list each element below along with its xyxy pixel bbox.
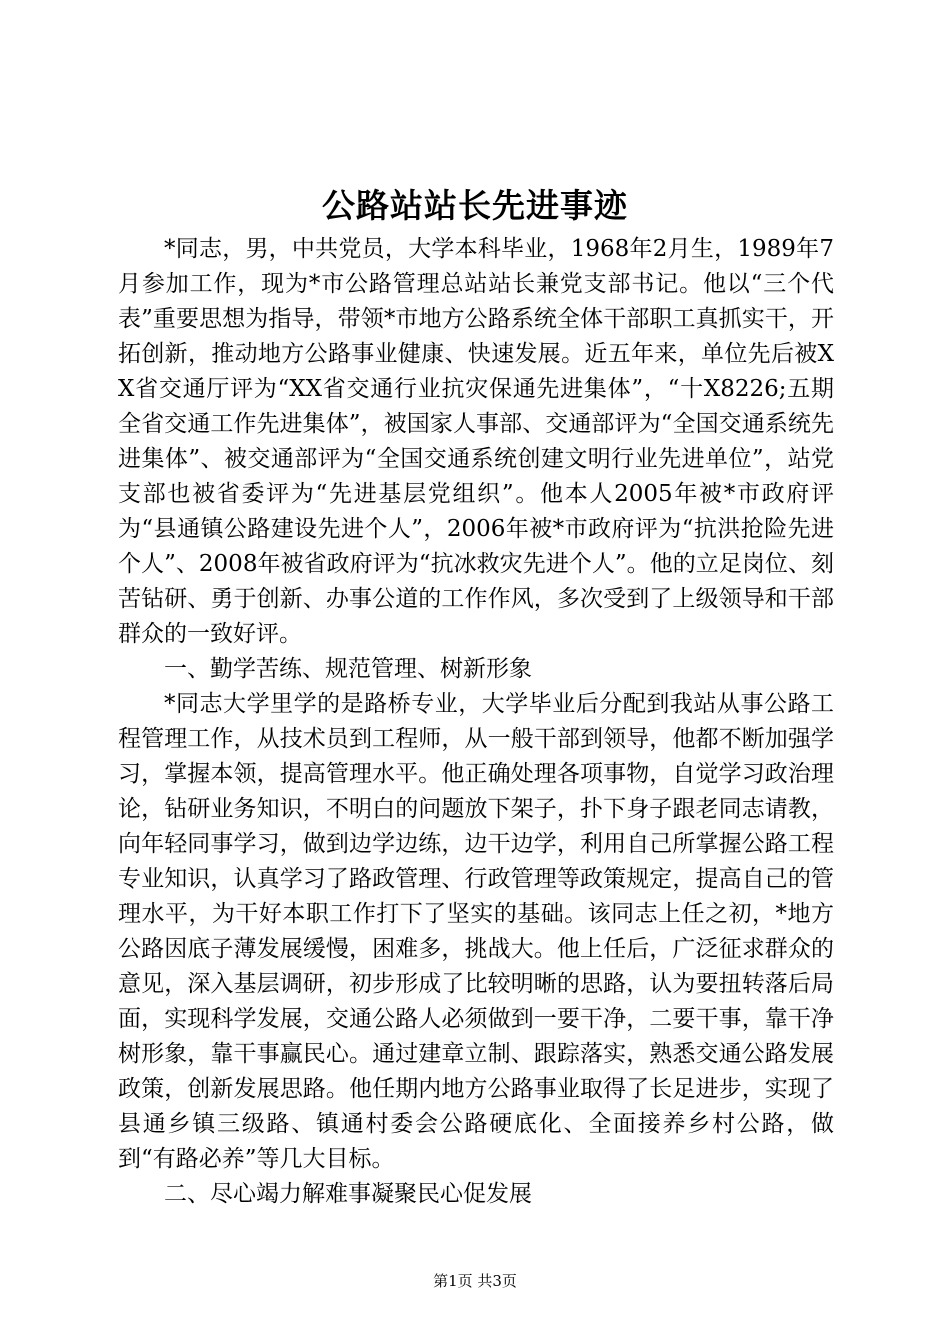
page-footer: 第1页 共3页 xyxy=(433,1272,517,1290)
section-heading-2: 二、尽心竭力解难事凝聚民心促发展 xyxy=(164,1181,532,1207)
section-heading-1: 一、勤学苦练、规范管理、树新形象 xyxy=(164,656,532,682)
paragraph-section-1: *同志大学里学的是路桥专业，大学毕业后分配到我站从事公路工程管理工作，从技术员到工程师，从一般干部到领导，他都不断加强学习，掌握本领，提高管理水平。他正确处理各项事物，自觉学习政治理论，钻研业务知识，不明白的问题放下架子，扑下身子跟老同志请教，向年轻同事学习，做到边学边练，边干边学，利用自己所掌握公路工程专业知识，认真学习了路政管理、行政管理等政策规定，提高自己的管理水平，为干好本职工作打下了坚实的基础。该同志上任之初，*地方公路因底子薄发展缓慢，困难多，挑战大。他上任后，广泛征求群众的意见，深入基层调研，初步形成了比较明晰的思路，认为要扭转落后局面，实现科学发展，交通公路人必须做到一要干净，二要干事，靠干净树形象，靠干事赢民心。通过建章立制、跟踪落实，熟悉交通公路发展政策，创新发展思路。他任期内地方公路事业取得了长足进步，实现了县通乡镇三级路、镇通村委会公路硬底化、全面接养乡村公路，做到“有路必养”等几大目标。 xyxy=(118,691,834,1172)
document-body xyxy=(118,232,834,1212)
document-title: 公路站站长先进事迹 xyxy=(322,186,628,225)
paragraph-intro: *同志，男，中共党员，大学本科毕业，1968年2月生，1989年7月参加工作，现为*市公路管理总站站长兼党支部书记。他以“三个代表”重要思想为指导，带领*市地方公路系统全体干部职工真抓实干，开拓创新，推动地方公路事业健康、快速发展。近五年来，单位先后被XX省交通厅评为“XX省交通行业抗灾保通先进集体”，“十X8226;五期全省交通工作先进集体”，被国家人事部、交通部评为“全国交通系统先进集体”、被交通部评为“全国交通系统创建文明行业先进单位”，站党支部也被省委评为“先进基层党组织”。他本人2005年被*市政府评为“县通镇公路建设先进个人”，2006年被*市政府评为“抗洪抢险先进个人”、2008年被省政府评为“抗冰救灾先进个人”。他的立足岗位、刻苦钻研、勇于创新、办事公道的工作作风，多次受到了上级领导和干部群众的一致好评。 xyxy=(118,236,834,647)
